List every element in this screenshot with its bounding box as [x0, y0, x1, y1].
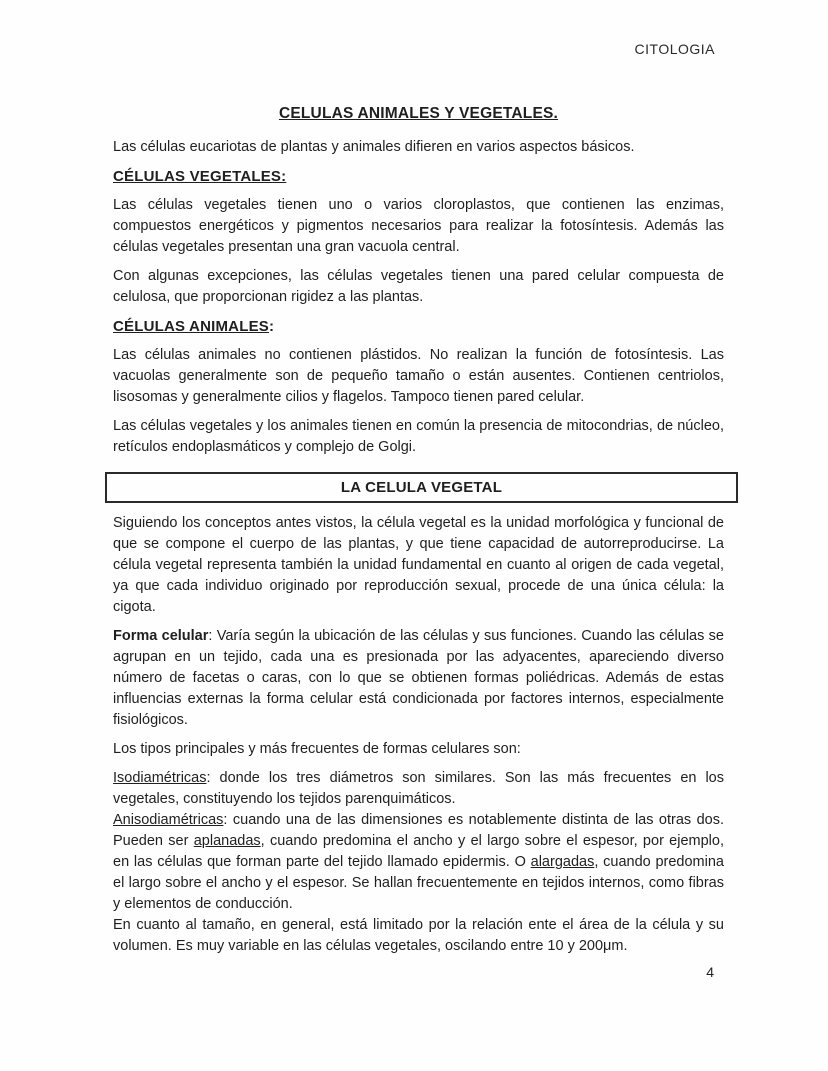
heading-celulas-vegetales: [113, 166, 724, 187]
forma-celular-text: : Varía según la ubicación de las células y sus funciones. Cuando las células se agrupan en un tejido, cada una es presionada por las adyacentes, apareciendo diverso número de facetas o caras, con lo que se obtienen formas poliédricas. Además de estas influencias externas la forma celular está condicionada por factores internos, especialmente fisiológicos.: [113, 628, 725, 728]
vegetales-paragraph-2: Con algunas excepciones, las células vegetales tienen una pared celular compuesta de celulosa, que proporcionan rigidez a las plantas.: [113, 268, 724, 305]
heading-celulas-animales-text: CÉLULAS ANIMALES: [113, 318, 269, 335]
anisodiametricas-term: Anisodiamétricas: [113, 812, 224, 828]
vegetales-paragraph-1: Las células vegetales tienen uno o varios cloroplastos, que contienen las enzimas, compuestos energéticos y pigmentos necesarios para realizar la fotosíntesis. Además las células vegetales presentan una gran vacuola central.: [113, 197, 724, 255]
anisodiametricas-text-2: , cuando predomina el ancho y el largo sobre el espesor, por ejemplo, en las células que forman parte del tejido llamado epidermis. O: [113, 833, 724, 870]
section-box-title: LA CELULA VEGETAL: [340, 479, 503, 496]
tamano-paragraph: En cuanto al tamaño, en general, está limitado por la relación ente el área de la célula y su volumen. Es muy variable en las células vegetales, oscilando entre 10 y 200μm.: [113, 917, 724, 954]
aplanadas-term: aplanadas: [193, 833, 261, 849]
anisodiametricas-text-1: : cuando una de las dimensiones es notablemente distinta de las otras dos. Pueden ser: [113, 812, 724, 849]
alargadas-term: alargadas: [530, 854, 595, 870]
section-box-la-celula-vegetal: [105, 472, 738, 503]
animales-paragraph-1: Las células animales no contienen plástidos. No realizan la función de fotosíntesis. Las vacuolas generalmente son de pequeño tamaño o están ausentes. Contienen centriolos, lisosomas y generalmente cilios y flagelos. Tampoco tienen pared celular.: [113, 347, 724, 405]
anisodiametricas-paragraph: [113, 810, 724, 915]
anisodiametricas-text-3: , cuando predomina el largo sobre el ancho y el espesor. Se hallan frecuentemente en tejidos internos, como fibras y elementos de conducción.: [113, 854, 724, 912]
celula-vegetal-paragraph: Siguiendo los conceptos antes vistos, la célula vegetal es la unidad morfológica y funcional de que se compone el cuerpo de las plantas, y que tiene capacidad de autorreproducirse. La célula vegetal representa también la unidad fundamental en cuanto al origen de cada vegetal, ya que cada individuo originado por reproducción sexual, procede de una única célula: la cigota.: [113, 515, 724, 615]
forma-celular-paragraph: [113, 626, 724, 731]
isodiametricas-text: : donde los tres diámetros son similares. Son las más frecuentes en los vegetales, constituyendo los tejidos parenquimáticos.: [113, 770, 724, 807]
document-header-citologia: CITOLOGIA: [634, 41, 715, 57]
tipos-intro-paragraph: Los tipos principales y más frecuentes de formas celulares son:: [113, 741, 521, 757]
document-content: [113, 103, 724, 957]
isodiametricas-paragraph: [113, 768, 724, 810]
forma-celular-lead: Forma celular: [113, 628, 209, 644]
animales-paragraph-2: Las células vegetales y los animales tienen en común la presencia de mitocondrias, de núcleo, retículos endoplasmáticos y complejo de Golgi.: [113, 418, 724, 455]
isodiametricas-term: Isodiamétricas: [113, 770, 207, 786]
page-number: 4: [706, 964, 714, 980]
document-title: CELULAS ANIMALES Y VEGETALES.: [278, 105, 559, 122]
heading-celulas-animales: [113, 316, 724, 337]
heading-celulas-animales-colon: :: [268, 318, 275, 335]
intro-paragraph: Las células eucariotas de plantas y animales difieren en varios aspectos básicos.: [113, 139, 635, 155]
heading-celulas-vegetales-text: CÉLULAS VEGETALES:: [113, 168, 287, 185]
